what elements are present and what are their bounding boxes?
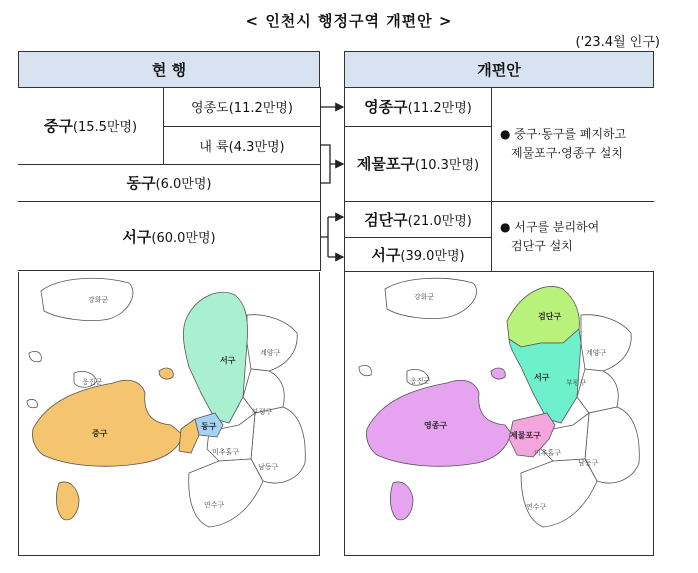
left-label-ganghwa: 강화군 — [88, 296, 109, 304]
jemulpo-gu-pop: (10.3만명) — [414, 158, 480, 173]
current-header: 현 행 — [18, 51, 320, 88]
note-jung-dong-line2: 제물포구·영종구 설치 — [511, 146, 623, 160]
geomdan-gu-pop: (21.0만명) — [407, 213, 472, 229]
yeongjong-gu-name: 영종구 — [364, 98, 408, 116]
right-label-yeonsu: 연수구 — [526, 503, 547, 511]
left-label-dong: 동구 — [201, 422, 217, 431]
mapping-arrows — [318, 95, 348, 270]
left-label-namdong: 남동구 — [258, 463, 279, 471]
note-seo-line1: ● 서구를 분리하여 — [500, 220, 600, 234]
map-namdong — [585, 407, 639, 483]
map-yeonsu — [189, 459, 263, 527]
seo-gu-new-name: 서구 — [371, 245, 401, 264]
page-title: < 인천시 행정구역 개편안 > — [245, 12, 453, 30]
note-jung-dong-line1: ● 중구·동구를 폐지하고 — [500, 127, 627, 141]
seo-gu-name: 서구 — [122, 227, 152, 246]
jung-gu-pop: (15.5만명) — [72, 120, 138, 135]
jung-gu-cell — [18, 87, 163, 164]
seo-gu-new-pop: (39.0만명) — [400, 248, 465, 264]
map-gyeyang — [581, 315, 631, 371]
left-label-bupyeong: 부평구 — [252, 408, 273, 416]
left-label-michuhol: 미추홀구 — [212, 448, 240, 456]
current-map — [19, 273, 319, 555]
right-label-gyeyang: 계양구 — [586, 349, 607, 357]
left-label-ongjin: 옹진군 — [82, 378, 103, 386]
jung-gu-name: 중구 — [43, 117, 73, 135]
dong-gu-name: 동구 — [126, 174, 156, 192]
dong-gu-pop: (6.0만명) — [155, 177, 212, 192]
note-seo — [500, 218, 650, 256]
left-label-gyeyang: 계양구 — [260, 349, 281, 357]
seo-gu-cell — [18, 201, 320, 271]
arrow-seo-split — [320, 217, 343, 257]
geomdan-gu-cell — [345, 201, 491, 237]
yeongjong-cell: 영종도(11.2만명) — [191, 101, 293, 116]
map-ganghwa — [41, 278, 133, 320]
map-bupyeong — [577, 369, 618, 413]
arrow-jemulpo — [320, 145, 343, 183]
jemulpo-gu-name: 제물포구 — [356, 155, 415, 173]
map-seo-gu — [183, 292, 247, 423]
seo-gu-pop: (60.0만명) — [151, 230, 216, 246]
right-label-jemulpo: 제물포구 — [510, 431, 541, 440]
population-note: ('23.4월 인구) — [575, 35, 660, 50]
left-label-yeonsu: 연수구 — [204, 501, 225, 509]
right-label-bupyeong: 부평구 — [566, 379, 587, 387]
map-gyeyang — [247, 315, 297, 371]
left-label-jung: 중구 — [92, 429, 108, 438]
proposal-header: 개편안 — [344, 51, 654, 88]
right-label-ongjin: 옹진군 — [410, 377, 431, 385]
note-jung-dong — [500, 125, 650, 163]
map-jung-gu — [32, 380, 183, 466]
right-label-yeongjong: 영종구 — [424, 421, 448, 430]
seo-gu-new-cell — [345, 237, 491, 271]
naeryuk-cell: 내 륙(4.3만명) — [199, 139, 285, 155]
yeongjong-gu-pop: (11.2만명) — [407, 101, 472, 116]
dong-gu-cell — [18, 164, 320, 201]
right-label-seo: 서구 — [534, 373, 550, 382]
proposal-map — [345, 273, 653, 555]
yeongjong-gu-cell — [345, 87, 491, 126]
map-yeonsu — [521, 459, 597, 527]
right-label-ganghwa: 강화군 — [414, 293, 435, 301]
right-label-geomdan: 검단구 — [538, 312, 562, 321]
jemulpo-gu-cell — [345, 126, 491, 201]
left-label-seo: 서구 — [220, 356, 236, 365]
note-seo-line2: 검단구 설치 — [511, 239, 573, 253]
geomdan-gu-name: 검단구 — [364, 210, 408, 229]
right-label-michuhol: 미추홀구 — [534, 449, 562, 457]
right-label-namdong: 남동구 — [578, 459, 599, 467]
